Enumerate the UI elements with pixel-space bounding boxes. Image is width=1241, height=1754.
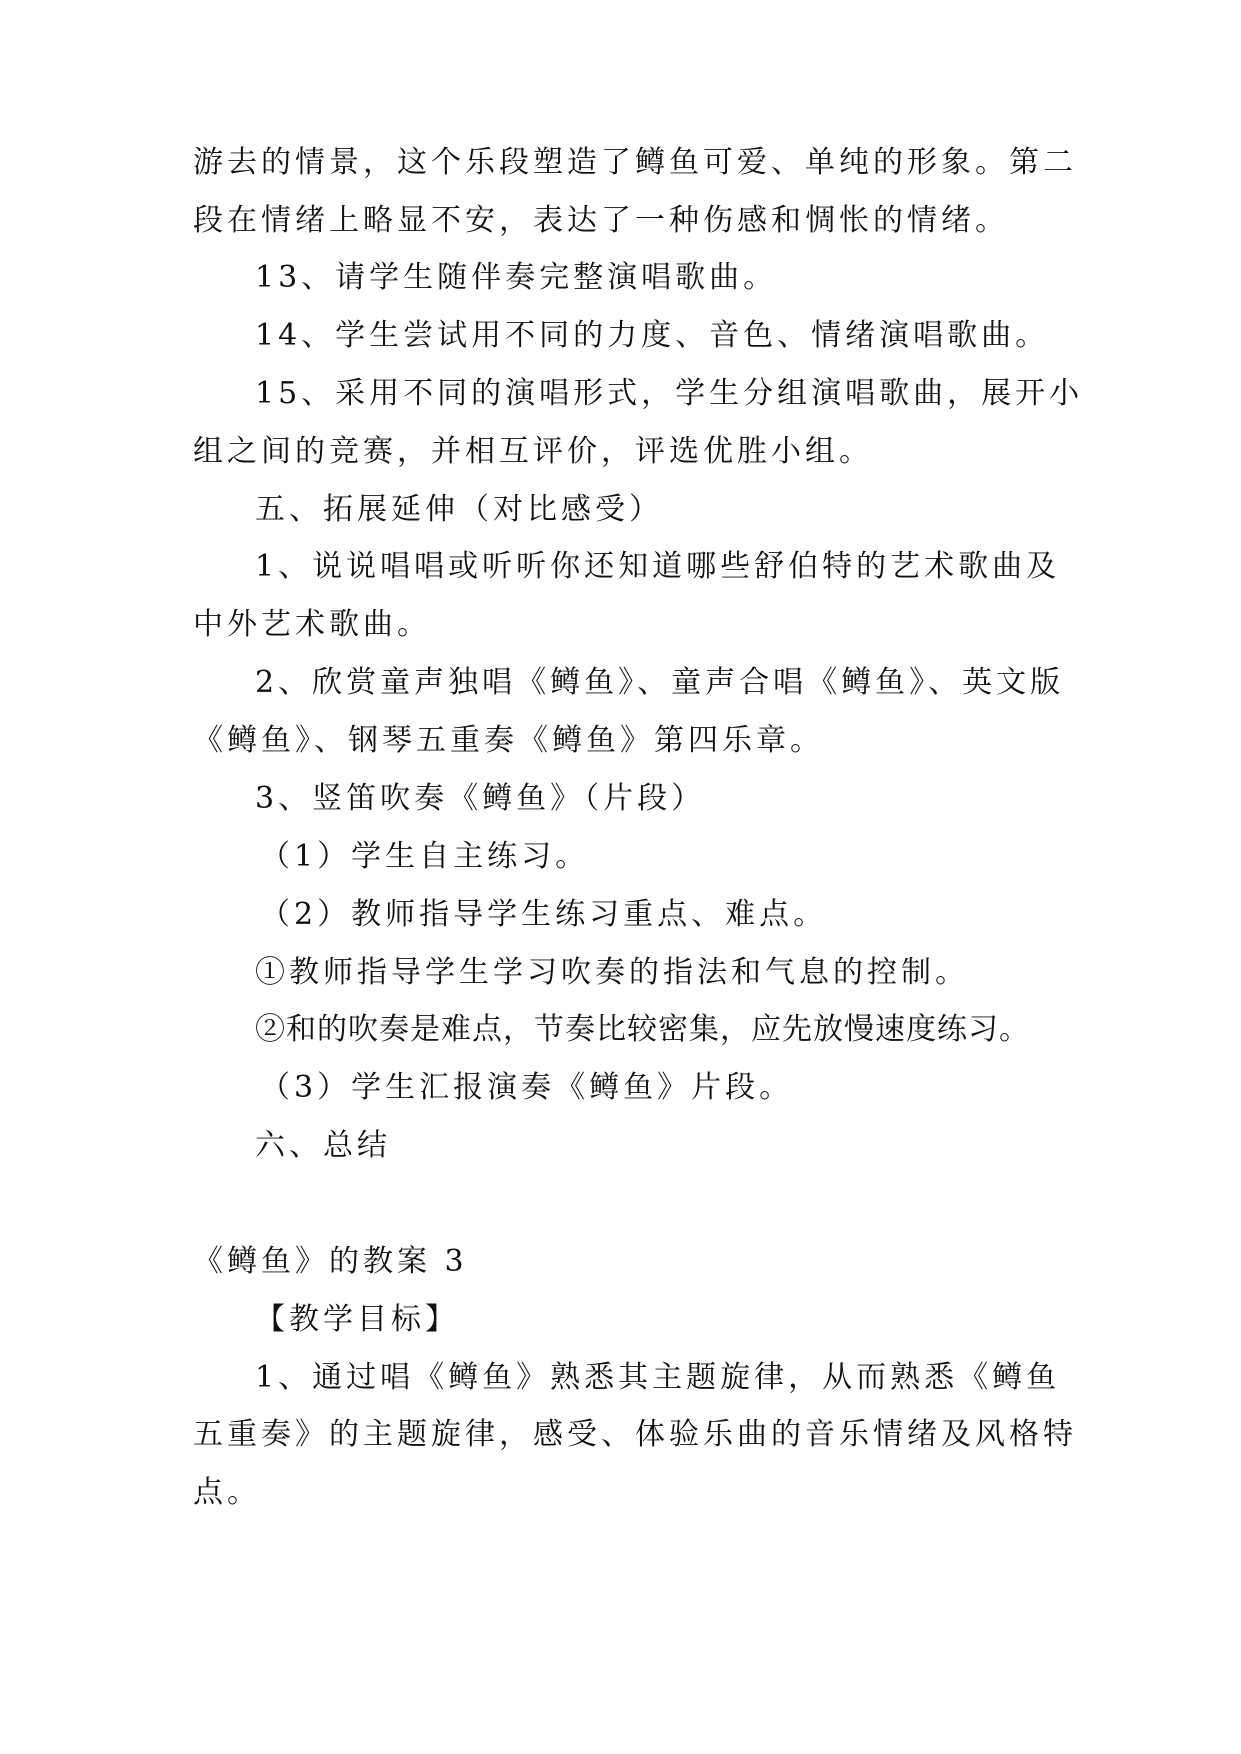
extension-item-1-continued: 中外艺术歌曲。 — [193, 607, 431, 642]
teaching-goals-heading: 【教学目标】 — [255, 1302, 459, 1337]
section-heading-extension: 五、拓展延伸（对比感受） — [255, 492, 663, 527]
goal-item-1: 1、通过唱《鳟鱼》熟悉其主题旋律，从而熟悉《鳟鱼 — [255, 1360, 1061, 1395]
sub-item-3: （3）学生汇报演奏《鳟鱼》片段。 — [260, 1070, 794, 1105]
extension-item-2: 2、欣赏童声独唱《鳟鱼》、童声合唱《鳟鱼》、英文版 — [255, 665, 1065, 700]
step-15-continued: 组之间的竞赛，并相互评价，评选优胜小组。 — [193, 434, 873, 469]
goal-item-1-continued: 五重奏》的主题旋律，感受、体验乐曲的音乐情绪及风格特 — [193, 1417, 1077, 1452]
paragraph-line-1: 游去的情景，这个乐段塑造了鳟鱼可爱、单纯的形象。第二 — [193, 145, 1077, 180]
extension-item-3: 3、竖笛吹奏《鳟鱼》（片段） — [255, 781, 706, 816]
sub-point-2: ②和的吹奏是难点，节奏比较密集，应先放慢速度练习。 — [255, 1012, 1030, 1047]
step-13: 13、请学生随伴奏完整演唱歌曲。 — [255, 260, 778, 295]
goal-item-1-end: 点。 — [193, 1475, 261, 1510]
paragraph-line-2: 段在情绪上略显不安，表达了一种伤感和惆怅的情绪。 — [193, 203, 1009, 238]
step-15: 15、采用不同的演唱形式，学生分组演唱歌曲，展开小 — [255, 376, 1084, 411]
sub-point-1: ①教师指导学生学习吹奏的指法和气息的控制。 — [255, 955, 969, 990]
section-heading-summary: 六、总结 — [255, 1128, 391, 1163]
extension-item-1: 1、说说唱唱或听听你还知道哪些舒伯特的艺术歌曲及 — [255, 549, 1061, 584]
lesson-plan-title: 《鳟鱼》的教案 3 — [193, 1244, 468, 1279]
sub-item-1: （1）学生自主练习。 — [260, 839, 590, 874]
step-14: 14、学生尝试用不同的力度、音色、情绪演唱歌曲。 — [255, 318, 1050, 353]
sub-item-2: （2）教师指导学生练习重点、难点。 — [260, 897, 828, 932]
extension-item-2-continued: 《鳟鱼》、钢琴五重奏《鳟鱼》第四乐章。 — [193, 723, 824, 758]
